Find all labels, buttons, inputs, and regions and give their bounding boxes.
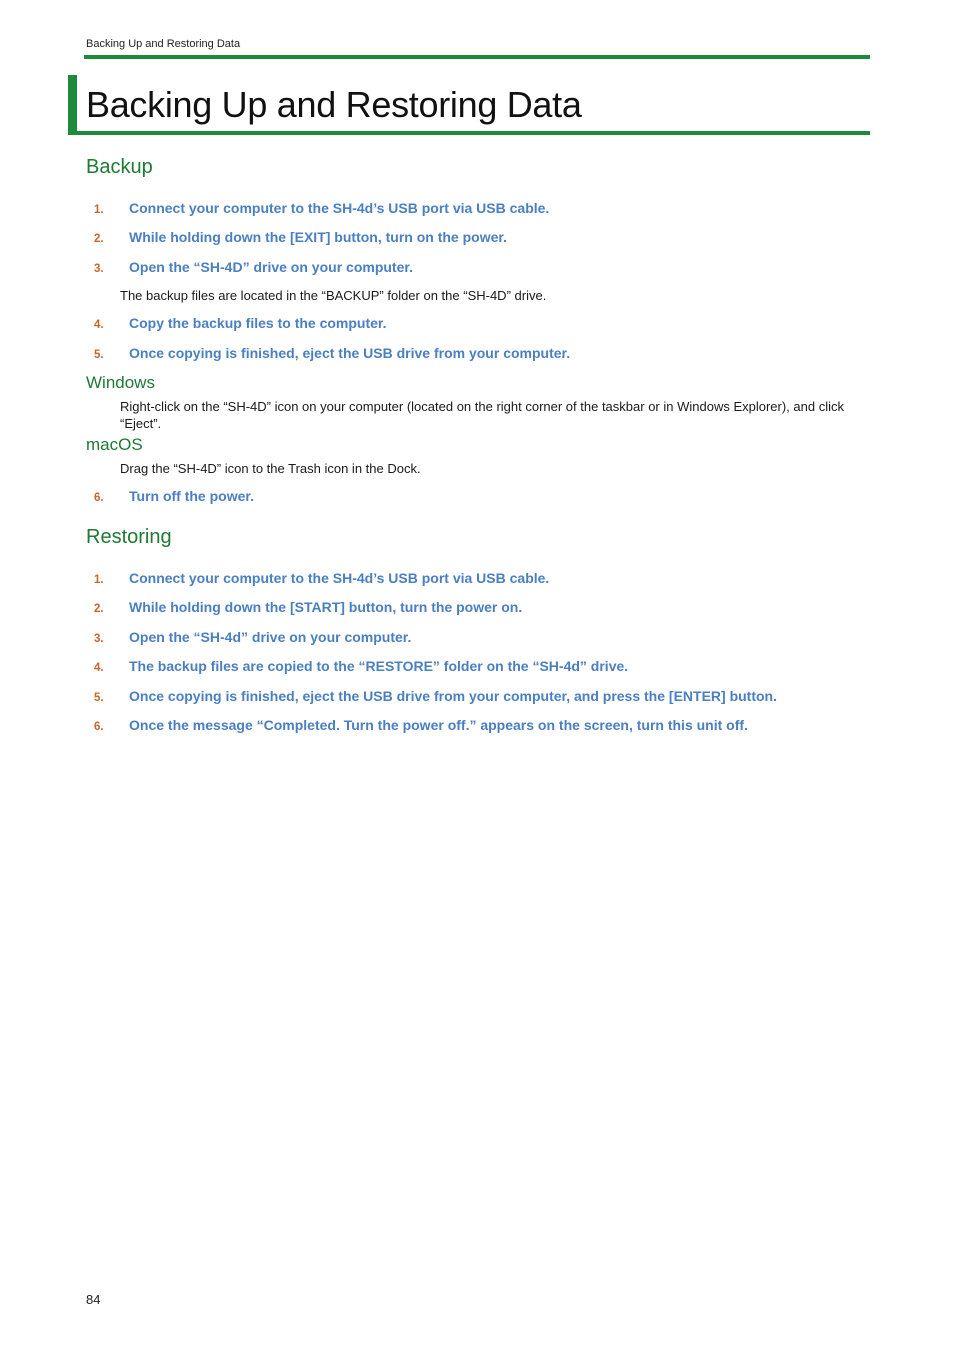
step-text: Once the message “Completed. Turn the power off.” appears on the screen, turn this unit off. [129, 717, 748, 733]
page-number: 84 [86, 1292, 101, 1307]
step-number: 2. [94, 233, 104, 245]
step-text: Copy the backup files to the computer. [129, 315, 387, 331]
restore-step-3 [94, 629, 411, 649]
restore-step-1 [94, 570, 549, 590]
restore-step-5 [94, 688, 777, 708]
header-rule [84, 55, 870, 59]
backup-step-5 [94, 345, 570, 365]
subheading-windows: Windows [86, 373, 155, 392]
step-text: Once copying is finished, eject the USB drive from your computer. [129, 345, 571, 361]
backup-step-2 [94, 229, 507, 249]
restore-step-2 [94, 599, 522, 619]
step-text: Once copying is finished, eject the USB drive from your computer, and press the [ENTER] button. [129, 688, 777, 704]
step-text: Connect your computer to the SH-4d’s USB port via USB cable. [129, 570, 550, 586]
step-number: 4. [94, 319, 104, 331]
step-number: 6. [94, 721, 104, 733]
step-text: Connect your computer to the SH-4d’s USB port via USB cable. [129, 200, 550, 216]
step-text: Turn off the power. [129, 488, 254, 504]
step-number: 5. [94, 692, 104, 704]
running-header: Backing Up and Restoring Data [86, 38, 241, 50]
section-heading-restoring: Restoring [86, 526, 172, 548]
step-number: 1. [94, 204, 104, 216]
backup-step-3 [94, 259, 413, 279]
step-number: 1. [94, 574, 104, 586]
section-heading-backup: Backup [86, 156, 153, 178]
macos-instructions: Drag the “SH-4D” icon to the Trash icon in the Dock. [120, 461, 421, 476]
backup-step-3-note: The backup files are located in the “BACKUP” folder on the “SH-4D” drive. [120, 288, 547, 303]
title-accent-bar [68, 75, 77, 135]
step-text: While holding down the [EXIT] button, turn on the power. [129, 229, 507, 245]
restore-step-4 [94, 658, 628, 678]
step-text: The backup files are copied to the “RESTORE” folder on the “SH-4d” drive. [129, 658, 629, 674]
step-number: 3. [94, 263, 104, 275]
step-text: While holding down the [START] button, turn the power on. [129, 599, 523, 615]
windows-instructions: Right-click on the “SH-4D” icon on your computer (located on the right corner of the taskbar or in Windows Explorer), and click “Eject”. [120, 399, 844, 431]
backup-step-1 [94, 200, 549, 220]
step-number: 6. [94, 492, 104, 504]
step-text: Open the “SH-4d” drive on your computer. [129, 629, 412, 645]
step-number: 4. [94, 662, 104, 674]
step-text: Open the “SH-4D” drive on your computer. [129, 259, 413, 275]
page-title: Backing Up and Restoring Data [86, 84, 582, 125]
step-number: 2. [94, 603, 104, 615]
step-number: 5. [94, 349, 104, 361]
restore-step-6 [94, 717, 748, 737]
subheading-macos: macOS [86, 435, 143, 454]
step-number: 3. [94, 633, 104, 645]
backup-step-6 [94, 488, 254, 508]
title-rule [68, 131, 870, 135]
backup-step-4 [94, 315, 386, 335]
